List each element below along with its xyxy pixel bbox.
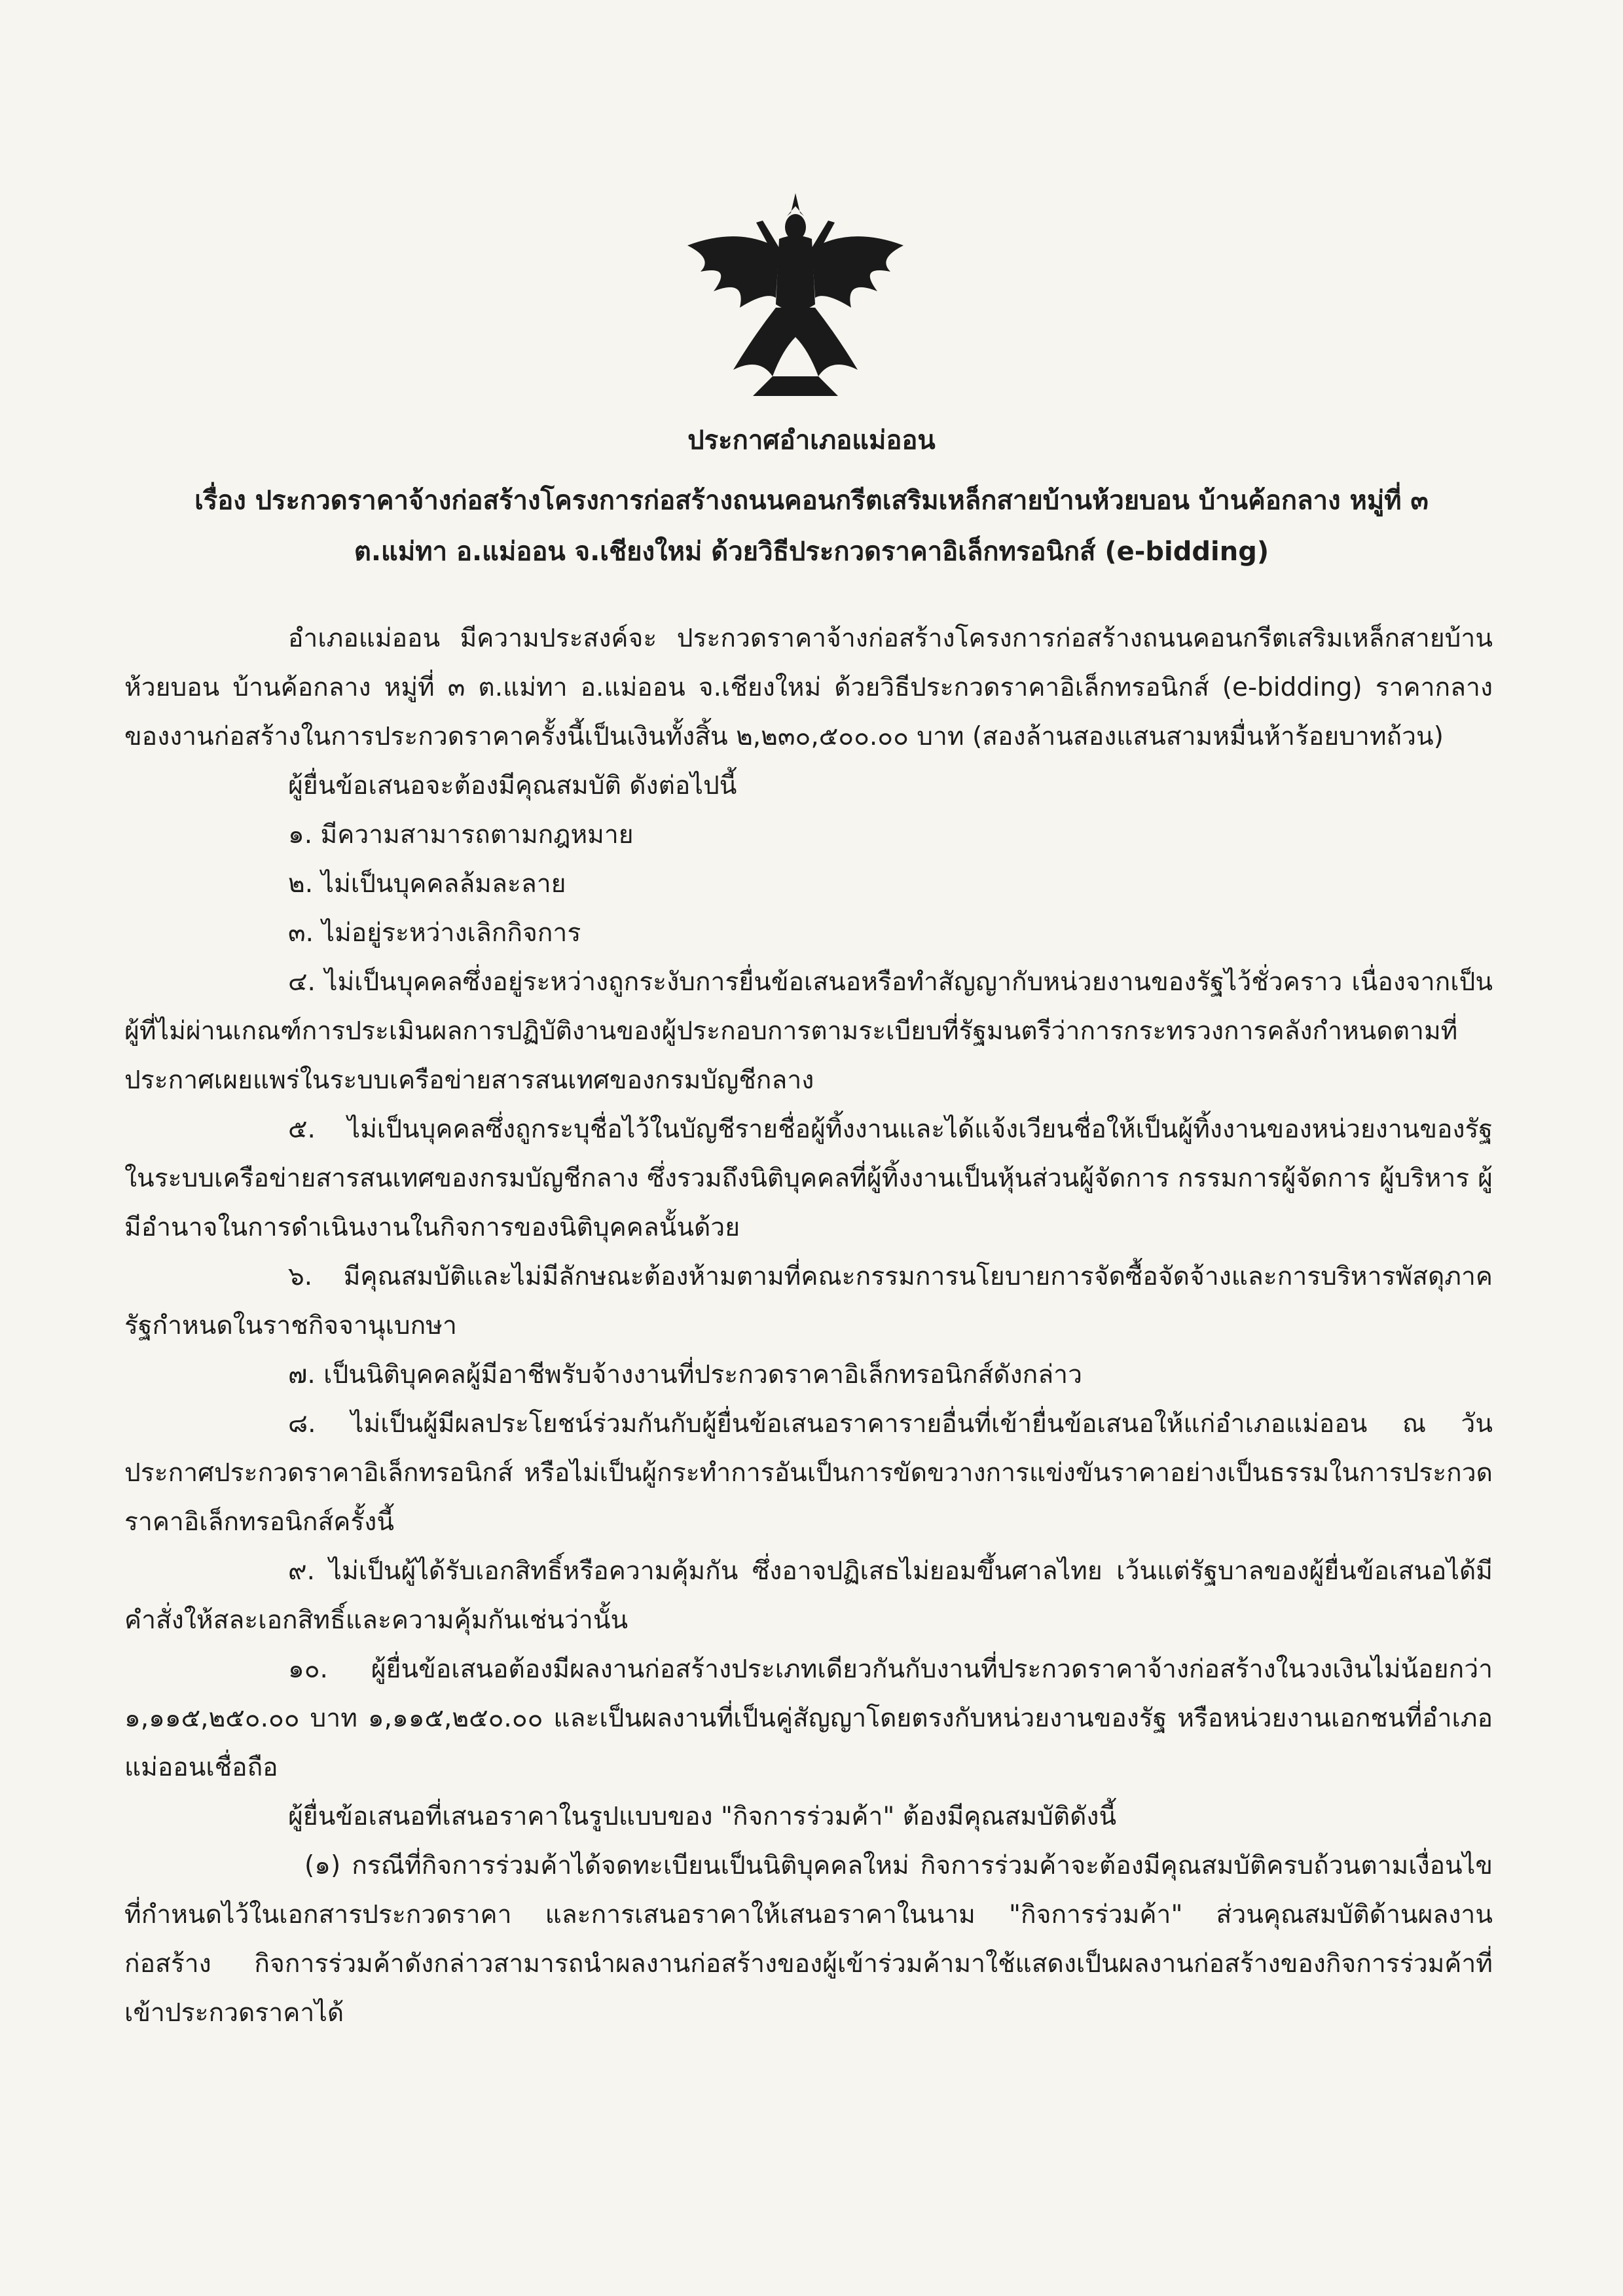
qualification-item: ๖. มีคุณสมบัติและไม่มีลักษณะต้องห้ามตามที่คณะกรรมการนโยบายการจัดซื้อจัดจ้างและการบริหารพัสดุภาครัฐกำหนดในราชกิจจานุเบกษา	[124, 1262, 1493, 1340]
qualification-item: ๔. ไม่เป็นบุคคลซึ่งอยู่ระหว่างถูกระงับการยื่นข้อเสนอหรือทำสัญญากับหน่วยงานของรัฐไว้ชั่วคราว เนื่องจากเป็นผู้ที่ไม่ผ่านเกณฑ์การประเมินผลการปฏิบัติงานของผู้ประกอบการตามระเบียบที่รัฐมนตรีว่าการกระทรวงการคลังกำหนดตามที่ประกาศเผยแพร่ในระบบเครือข่ายสารสนเทศของกรมบัญชีกลาง	[124, 967, 1493, 1095]
qualification-item: ๒. ไม่เป็นบุคคลล้มละลาย	[288, 869, 566, 899]
intro-paragraph: อำเภอแม่ออน มีความประสงค์จะ ประกวดราคาจ้างก่อสร้างโครงการก่อสร้างถนนคอนกรีตเสริมเหล็กสายบ้านห้วยบอน บ้านค้อกลาง หมู่ที่ ๓ ต.แม่ทา อ.แม่ออน จ.เชียงใหม่ ด้วยวิธีประกวดราคาอิเล็กทรอนิกส์ (e-bidding) ราคากลางของงานก่อสร้างในการประกวดราคาครั้งนี้เป็นเงินทั้งสิ้น ๒,๒๓๐,๕๐๐.๐๐ บาท (สองล้านสองแสนสามหมื่นห้าร้อยบาทถ้วน)	[124, 624, 1493, 751]
garuda-emblem-icon	[674, 187, 917, 403]
qualification-item: ๓. ไม่อยู่ระหว่างเลิกกิจการ	[288, 918, 581, 948]
qualification-item: ๑. มีความสามารถตามกฎหมาย	[288, 820, 634, 850]
qualification-item: ๕. ไม่เป็นบุคคลซึ่งถูกระบุชื่อไว้ในบัญชีรายชื่อผู้ทิ้งงานและได้แจ้งเวียนชื่อให้เป็นผู้ทิ้งงานของหน่วยงานของรัฐในระบบเครือข่ายสารสนเทศของกรมบัญชีกลาง ซึ่งรวมถึงนิติบุคคลที่ผู้ทิ้งงานเป็นหุ้นส่วนผู้จัดการ กรรมการผู้จัดการ ผู้บริหาร ผู้มีอำนาจในการดำเนินงานในกิจการของนิติบุคคลนั้นด้วย	[124, 1115, 1493, 1242]
joint-venture-item: (๑) กรณีที่กิจการร่วมค้าได้จดทะเบียนเป็นนิติบุคคลใหม่ กิจการร่วมค้าจะต้องมีคุณสมบัติครบถ้วนตามเงื่อนไขที่กำหนดไว้ในเอกสารประกวดราคา และการเสนอราคาให้เสนอราคาในนาม "กิจการร่วมค้า" ส่วนคุณสมบัติด้านผลงานก่อสร้าง กิจการร่วมค้าดังกล่าวสามารถนำผลงานก่อสร้างของผู้เข้าร่วมค้ามาใช้แสดงเป็นผลงานก่อสร้างของกิจการร่วมค้าที่เข้าประกวดราคาได้	[124, 1851, 1493, 2028]
qualification-item: ๘. ไม่เป็นผู้มีผลประโยชน์ร่วมกันกับผู้ยื่นข้อเสนอราคารายอื่นที่เข้ายื่นข้อเสนอให้แก่อำเภอแม่ออน ณ วันประกาศประกวดราคาอิเล็กทรอนิกส์ หรือไม่เป็นผู้กระทำการอันเป็นการขัดขวางการแข่งขันราคาอย่างเป็นธรรมในการประกวดราคาอิเล็กทรอนิกส์ครั้งนี้	[124, 1409, 1493, 1537]
qualification-item: ๑๐. ผู้ยื่นข้อเสนอต้องมีผลงานก่อสร้างประเภทเดียวกันกับงานที่ประกวดราคาจ้างก่อสร้างในวงเงินไม่น้อยกว่า ๑,๑๑๕,๒๕๐.๐๐ บาท ๑,๑๑๕,๒๕๐.๐๐ และเป็นผลงานที่เป็นคู่สัญญาโดยตรงกับหน่วยงานของรัฐ หรือหน่วยงานเอกชนที่อำเภอแม่ออนเชื่อถือ	[124, 1655, 1493, 1782]
qualification-item: ๗. เป็นนิติบุคคลผู้มีอาชีพรับจ้างงานที่ประกวดราคาอิเล็กทรอนิกส์ดังกล่าว	[288, 1360, 1082, 1390]
announcement-title: ประกาศอำเภอแม่ออน	[687, 425, 936, 456]
announcement-body	[124, 614, 1493, 2037]
qualification-heading: ผู้ยื่นข้อเสนอจะต้องมีคุณสมบัติ ดังต่อไปนี้	[288, 771, 737, 800]
qualification-item: ๙. ไม่เป็นผู้ได้รับเอกสิทธิ์หรือความคุ้มกัน ซึ่งอาจปฏิเสธไม่ยอมขึ้นศาลไทย เว้นแต่รัฐบาลของผู้ยื่นข้อเสนอได้มีคำสั่งให้สละเอกสิทธิ์และความคุ้มกันเช่นว่านั้น	[124, 1556, 1493, 1635]
subject-line-1: เรื่อง ประกวดราคาจ้างก่อสร้างโครงการก่อสร้างถนนคอนกรีตเสริมเหล็กสายบ้านห้วยบอน บ้านค้อกลาง หมู่ที่ ๓	[194, 486, 1429, 516]
joint-venture-heading: ผู้ยื่นข้อเสนอที่เสนอราคาในรูปแบบของ "กิจการร่วมค้า" ต้องมีคุณสมบัติดังนี้	[288, 1802, 1117, 1831]
subject-line-2: ต.แม่ทา อ.แม่ออน จ.เชียงใหม่ ด้วยวิธีประกวดราคาอิเล็กทรอนิกส์ (e-bidding)	[354, 537, 1269, 567]
